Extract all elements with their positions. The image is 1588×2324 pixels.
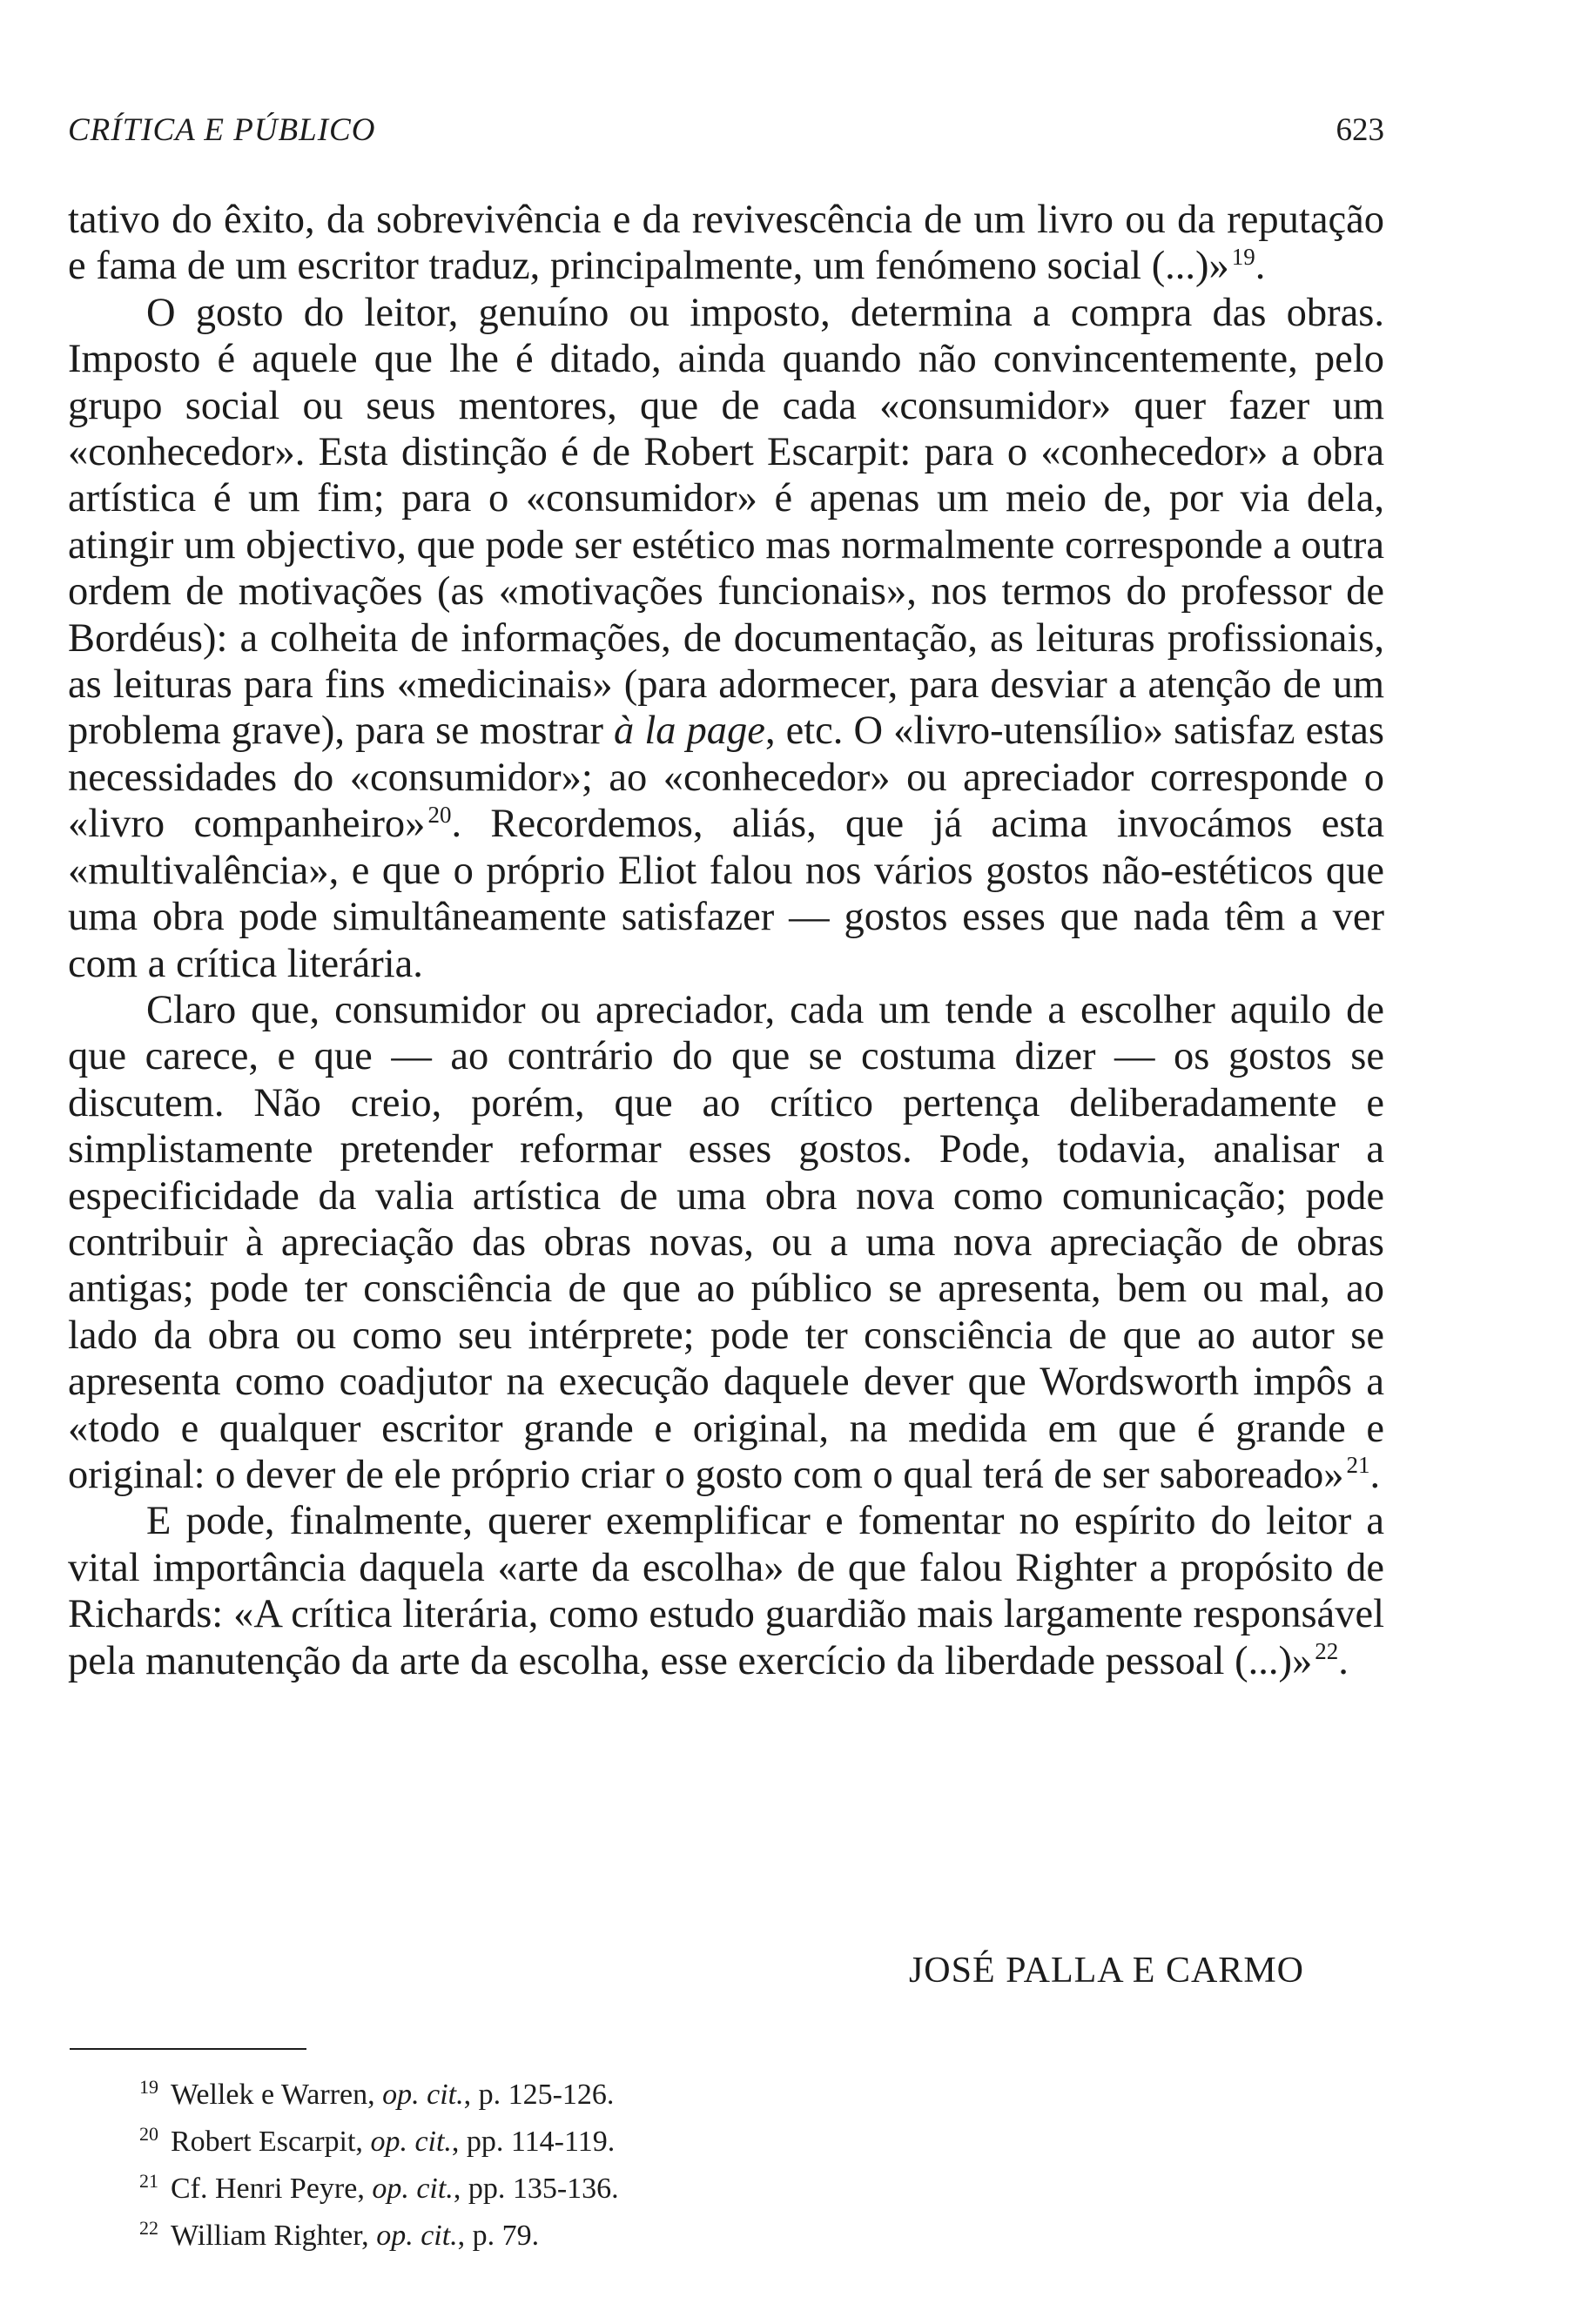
footnote-author: Wellek e Warren, [171, 2079, 383, 2111]
footnote-reference[interactable]: 22 [1315, 1638, 1339, 1665]
footnote-reference[interactable]: 20 [427, 801, 452, 828]
footnote-pages: , p. 125-126. [463, 2079, 615, 2111]
footnote-number: 22 [139, 2216, 158, 2239]
footnote-author: Cf. Henri Peyre, [171, 2173, 373, 2205]
footnote-reference[interactable]: 21 [1346, 1452, 1370, 1479]
footnote [139, 2166, 1010, 2213]
footnote-pages: , pp. 114-119. [451, 2126, 616, 2158]
paragraph [68, 290, 1384, 987]
footnote-author: William Righter, [171, 2220, 377, 2252]
text-segment: . [1369, 1452, 1381, 1497]
footnote-citation: op. cit. [372, 2173, 454, 2205]
text-segment: E pode, finalmente, querer exemplificar e fomentar no espírito do leitor a vital importância daquela «arte da escolha» de que falou Righter a propósito de Richards: «A crítica literária, como estudo guardião mais largamente responsável pela manutenção da arte da escolha, esse exercício da liberdade pessoal (...)» [68, 1499, 1384, 1683]
page-number: 623 [1336, 112, 1384, 148]
footnote [139, 2072, 1010, 2119]
text-segment: tativo do êxito, da sobrevivência e da revivescência de um livro ou da reputação e fama de um escritor traduz, principalmente, um fenómeno social (...)» [68, 198, 1384, 289]
italic-phrase: à la page [614, 709, 765, 754]
footnotes [139, 2072, 1010, 2260]
footnote [139, 2119, 1010, 2166]
footnote-pages: , pp. 135-136. [453, 2173, 619, 2205]
text-segment: , etc. O «livro-utensílio» satisfaz estas necessidades do «consumidor»; ao «conhecedor» ou apreciador corresponde o «livro companheiro» [68, 709, 1385, 847]
text-segment: Claro que, consumidor ou apreciador, cada um tende a escolher aquilo de que carece, e que — ao contrário do que se costuma dizer — os gostos se discutem. Não creio, porém, que ao crítico pertença deliberadamente e simplistamente pretender reformar esses gostos. Pode, todavia, analisar a especificidade da valia artística de uma obra nova como comunicação; pode contribuir à apreciação das obras novas, ou a uma nova apreciação de obras antigas; pode ter consciência de que ao público se apresenta, bem ou mal, ao lado da obra ou como seu intérprete; pode ter consciência de que ao autor se apresenta como coadjutor na execução daquele dever que Wordsworth impôs a «todo e qualquer escritor grande e original, na medida em que é grande e original: o dever de ele próprio criar o gosto com o qual terá de ser saboreado» [68, 987, 1384, 1497]
footnote-pages: , p. 79. [457, 2220, 540, 2252]
author-signature: JOSÉ PALLA E CARMO [908, 1951, 1304, 1991]
paragraph [68, 1498, 1384, 1684]
footnote-author: Robert Escarpit, [171, 2126, 371, 2158]
footnote [139, 2213, 1010, 2260]
footnote-citation: op. cit. [370, 2126, 452, 2158]
text-segment: . [1338, 1638, 1349, 1683]
paragraph [68, 197, 1384, 290]
footnote-number: 21 [139, 2169, 158, 2192]
footnote-citation: op. cit. [382, 2079, 464, 2111]
text-segment: . Recordemos, aliás, que já acima invocámos esta «multivalência», e que o próprio Eliot falou nos vários gostos não-estéticos que uma obra pode simultâneamente satisfazer — gostos esses que nada têm a ver com a crítica literária. [68, 802, 1384, 986]
footnote-number: 20 [139, 2122, 158, 2145]
text-segment: O gosto do leitor, genuíno ou imposto, determina a compra das obras. Imposto é aquele que lhe é ditado, ainda quando não convincentemente, pelo grupo social ou seus mentores, que de cada «consumidor» quer fazer um «conhecedor». Esta distinção é de Robert Escarpit: para o «conhecedor» a obra artística é um fim; para o «consumidor» é apenas um meio de, por via dela, atingir um objectivo, que pode ser estético mas normalmente corresponde a outra ordem de motivações (as «motivações funcionais», nos termos do professor de Bordéus): a colheita de informações, de documentação, as leituras profissionais, as leituras para fins «medicinais» (para adormecer, para desviar a atenção de um problema grave), para se mostrar [68, 290, 1384, 754]
paragraph [68, 987, 1384, 1498]
footnote-citation: op. cit. [376, 2220, 458, 2252]
body-text [68, 197, 1384, 1684]
running-title: CRÍTICA E PÚBLICO [68, 112, 376, 148]
footnote-reference[interactable]: 19 [1231, 243, 1255, 270]
running-header [68, 104, 1384, 157]
footnote-number: 19 [139, 2075, 158, 2098]
footnote-divider [70, 2048, 306, 2050]
text-segment: . [1255, 244, 1266, 289]
